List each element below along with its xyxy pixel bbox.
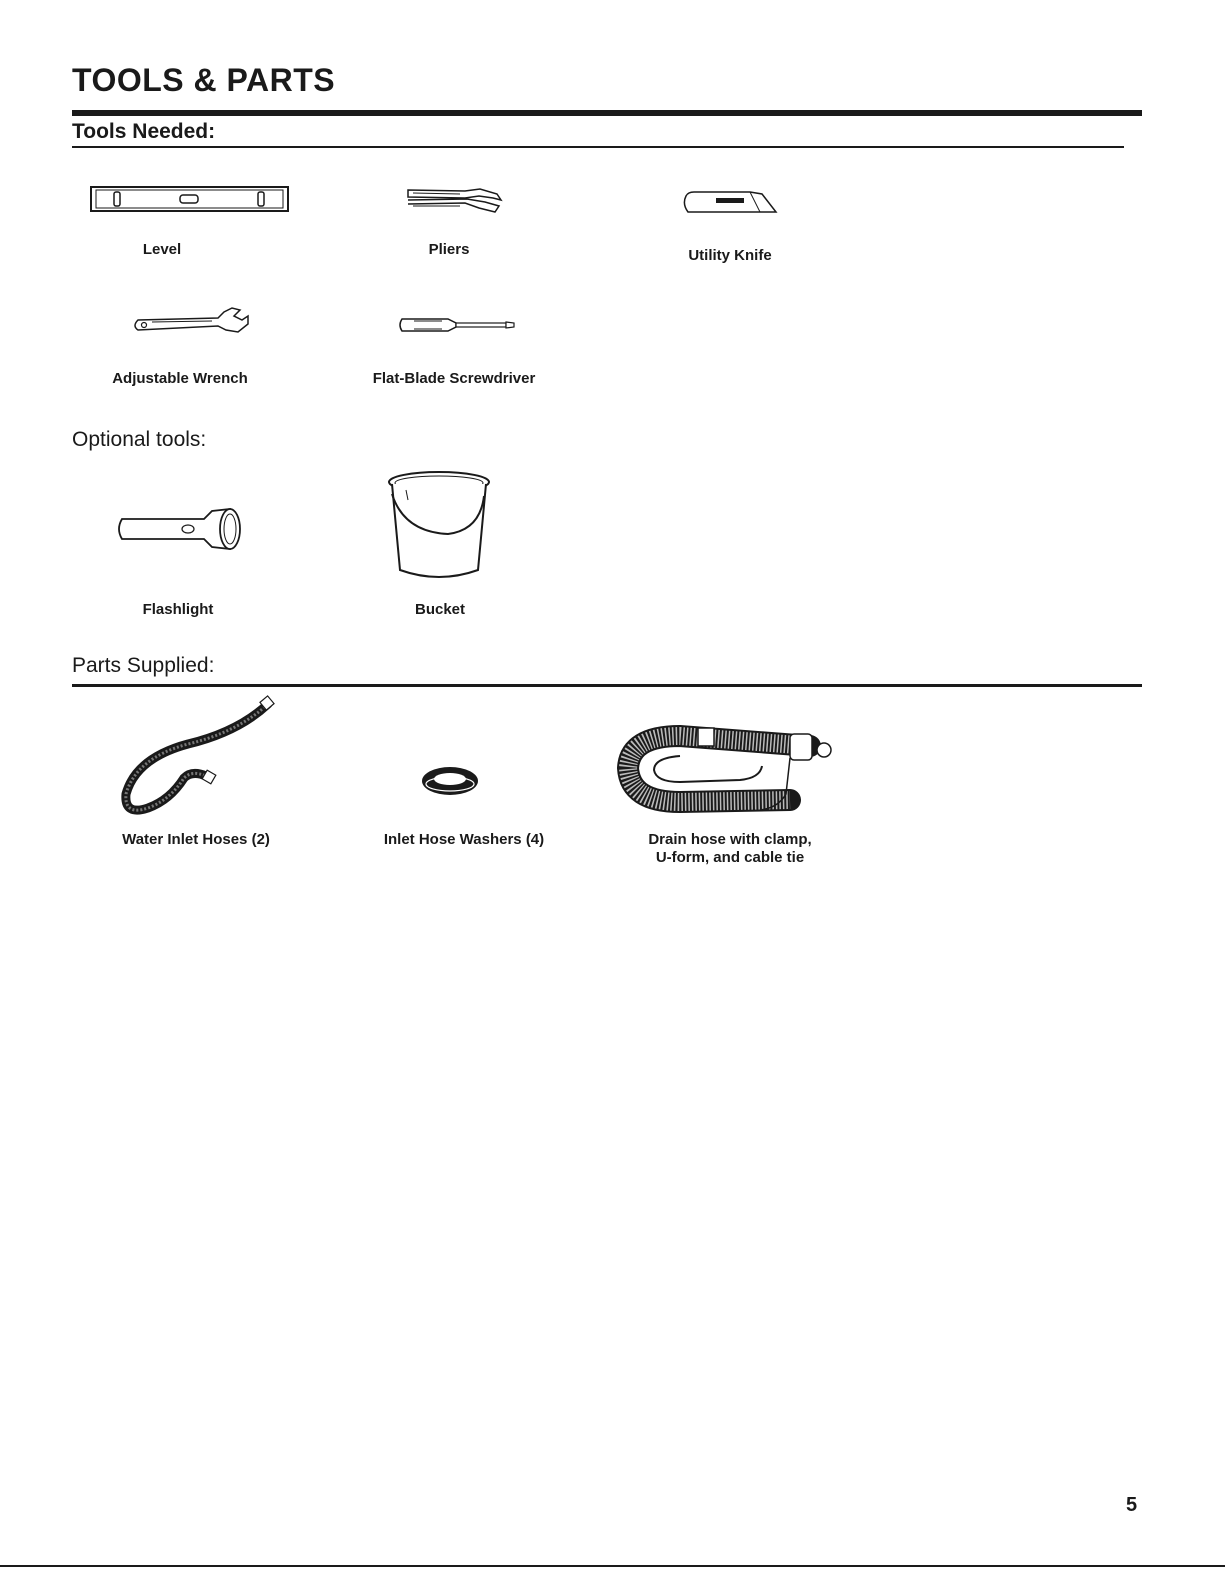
adjustable-wrench-icon (132, 306, 252, 338)
part-label-hose-washers: Inlet Hose Washers (4) (383, 831, 545, 848)
tool-label-level: Level (142, 241, 182, 258)
optional-label-bucket: Bucket (414, 601, 466, 618)
hose-washer-icon (420, 764, 480, 798)
flashlight-icon (114, 505, 244, 553)
tool-label-pliers: Pliers (428, 241, 470, 258)
optional-label-flashlight: Flashlight (142, 601, 214, 618)
bottom-border (0, 1565, 1225, 1567)
tool-label-adjustable-wrench: Adjustable Wrench (112, 370, 248, 387)
drain-hose-icon (620, 718, 840, 818)
tool-label-utility-knife: Utility Knife (688, 247, 772, 264)
water-inlet-hose-icon (118, 698, 278, 820)
part-label-water-inlet-hoses: Water Inlet Hoses (2) (122, 831, 270, 848)
utility-knife-icon (680, 188, 780, 218)
part-label-drain-hose-line2: U-form, and cable tie (655, 849, 805, 866)
section-rule-tools (72, 146, 1124, 148)
level-icon (90, 185, 290, 215)
section-optional-tools: Optional tools: (72, 428, 207, 451)
pliers-icon (405, 186, 505, 216)
screwdriver-icon (398, 313, 518, 337)
tool-label-screwdriver: Flat-Blade Screwdriver (372, 370, 536, 387)
section-rule-parts (72, 684, 1142, 687)
section-parts-supplied: Parts Supplied: (72, 654, 215, 677)
page-title: TOOLS & PARTS (72, 62, 336, 98)
page-number: 5 (1126, 1494, 1138, 1516)
section-tools-needed: Tools Needed: (72, 120, 216, 143)
title-rule (72, 110, 1142, 116)
bucket-icon (384, 470, 494, 585)
part-label-drain-hose-line1: Drain hose with clamp, (648, 831, 812, 848)
